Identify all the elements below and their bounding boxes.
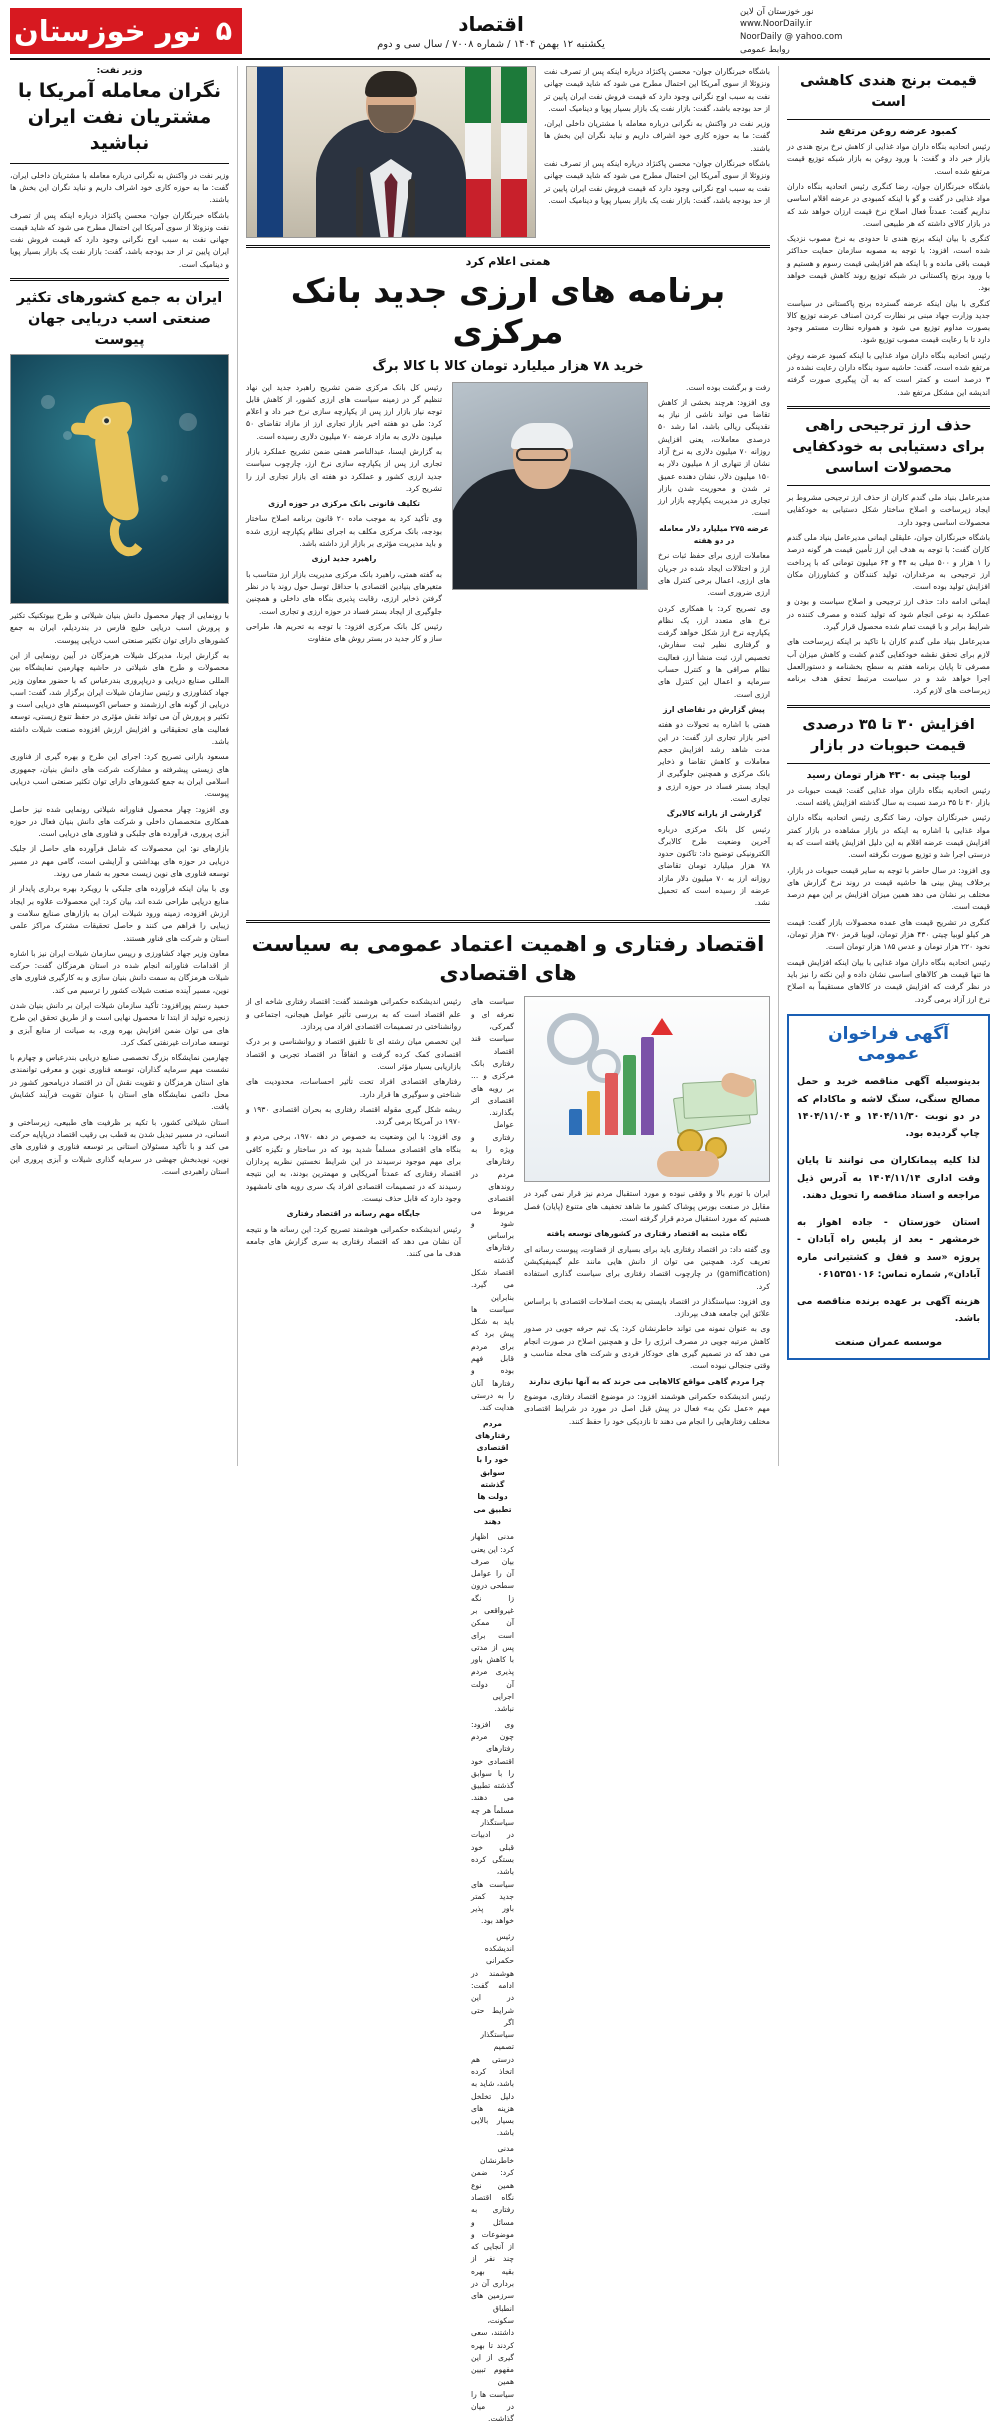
paragraph: معاون وزیر جهاد کشاورزی و رییس سازمان شیلات ایران نیز با اشاره از اقدامات فناورانه انجام شده در استان هرمزگان گفت: حرکت شیلات هرمزگان به سمت دانش بنیان سازی و به کارگیری فناوری های نوین، مسیر آینده صنعت شیلات کشور را ترسیم می کند. [10,948,229,995]
page-number: ۵ [215,15,233,47]
paragraph: کنگری با بیان اینکه عرضه گسترده برنج پاکستانی در سیاست جدید وزارت جهاد مبنی بر نظارت کردن اصناف عرضه توزیع کالا بصورت مداوم توزیع می شود و همواره نظارت مستمر وجود دارد تا با رعایت قیمت مصوب توزیع شود. [787,298,990,345]
article-seahorse [10,288,229,1178]
ad-title: آگهی فراخوان عمومی [828,1023,949,1064]
paragraph: چهارمین نمایشگاه بزرگ تخصصی صنایع دریایی بندرعباس و چهارم با نشست مهم سرمایه گذاران، توسعه فناوری نوین و معرفی توانمندی های استان هرمزگان و تقویت نقش آن در اقتصاد دریامحور کشور در محل دائمی نمایشگاه های استان با عنوان تقویت فرآیند کشایش یافت. [10,1053,229,1112]
main-story [246,255,770,913]
second-col-3-body [246,996,461,1260]
paragraph: مدنی خاطرنشان کرد: ضمن همین نوع نگاه اقتصاد رفتاری به مسائل و موضوعات و از آنجایی که چند نفر از بقیه بهره برداری آن در سرزمین های انطباق سکونت، داشتند، سعی کردند تا بهره گیری از این مفهوم تبیین همین سیاست ها را در میان گذاشت. [471,2143,514,2424]
oil-minister-photo-wrap [246,66,536,238]
divider [787,119,990,120]
paragraph: رئیس اندیشکده حکمرانی هوشمند افزود: در موضوع اقتصاد رفتاری، موضوع مهم «عمل نکن به» فعال در پیش قبل اصل در مورد در شرایط اقتصادی مختلف رفتارهایی را انجام می دهند تا نازدیکی خود را حفظ کنند. [524,1391,770,1426]
paragraph: ریشه شکل گیری مقوله اقتصاد رفتاری به بحران اقتصادی ۱۹۳۰ و ۱۹۷۰ در آمریکا برمی گردد. [246,1104,461,1127]
column-right [778,66,990,1466]
lead-intro-text [544,66,770,238]
paragraph: باشگاه خبرنگاران جوان، رضا کنگری رئیس اتحادیه بنگاه داران مواد غذایی در گفت و گو با اینکه کمبودی در عرضه اقلام اساسی نداریم گفت: عمدتاً فعال اصلاح نرخ قیمت ارزان خواهد شد که در بازار کالای داشته که هر طبیعی است. [787,181,990,228]
divider [10,278,229,281]
paragraph: وزیر نفت در واکنش به نگرانی درباره معامله با مشتریان داخلی ایران، گفت: ما به حوزه کاری خود اشراف داریم و نباید نگران این بخش ها باشند. [10,170,229,205]
paragraph: رئیس اتحادیه بنگاه داران مواد غذایی با اینکه کمبود عرضه روغن مرتفع شده است، گفت: حاشیه سود بنگاه داران رعایت نشده در ۳ درصد است و کمتر است که به آن پیگیری صورت گرفته اندیشه این مشکل مرتفع شد. [787,350,990,397]
paragraph: استان خوزستان - جاده اهواز به خرمشهر - بعد از پلیس راه آبادان - پروژه «سد و قفل و کشتیرانی ماره آبادان», شماره تماس: ۰۶۱۵۳۵۱۰۱۶ [797,1216,980,1280]
second-story [246,930,770,2429]
paragraph: باشگاه خبرنگاران جوان- محسن پاکنژاد درباره اینکه پس از تصرف نفت ونزوئلا از سوی آمریکا این احتمال مطرح می شود که شاید قیمت جهانی نفت به سبب اوج نگرانی وجود دارد که قیمت فروش نفت ایران پایین تر از حد بودجه باشد، گفت: بازار نفت یک بازار بسیار پویا و دینامیک است. [10,210,229,269]
paragraph: وی افزود: سیاستگذار در اقتصاد بایستی به بحث اصلاحات اقتصادی با براساس علائق این جامعه هدف بپردازد. [524,1296,770,1319]
section-title: اقتصاد [458,12,524,36]
article-rice-title: قیمت برنج هندی کاهشی است [800,73,977,111]
contact-line-4: روابط عمومی [740,44,790,55]
paragraph: وی افزود: چهار محصول فناورانه شیلاتی رونمایی شده نیز حاصل همکاری متخصصان داخلی و شرکت های دانش بنیان فعال در حوزه آبزی پروری، فرآورده های جلبکی و فناوری های دریایی است. [10,804,229,839]
main-col-2 [658,382,770,913]
paragraph: استان شیلاتی کشور، با تکیه بر ظرفیت های طبیعی، زیرساختی و انسانی، در مسیر تبدیل شدن به قطب بی رقیب اقتصاد دریاپایه حرکت می کند و با تأکید مسئولان استانی بر توسعه فناوری و فناوری های نوین، نویدبخش جهشی در سرمایه گذاری شیلات و آبزی پروری این استان راهبردی است. [10,1117,229,1176]
paragraph: با رونمایی از چهار محصول دانش بنیان شیلاتی و طرح بیوتکنیک تکثیر و پرورش اسب دریایی خلیج فارس در بندردیلم، ایران به جمع کشورهای دارای توان تکثیر صنعتی اسب دریایی پیوست. [10,611,229,645]
subheading: مردم رفتارهای اقتصادی خود را با سوابق گذشته دولت ها تطبیق می دهند [473,1418,512,1526]
paragraph: وی افزود: در سال حاضر با توجه به سایر قیمت حبوبات در بازار، برخلاف پیش بینی ها حاشیه قیمت در روند نرخ گزارش های مختلف بر نشان می دهد همین میزان افزایش بر این مهم درصد قیمت است. [787,865,990,912]
masthead-contact [740,8,990,54]
article-currency-subsidy-title: حذف ارز ترجیحی راهی برای دستیابی به خودکفایی محصولات اساسی [792,417,985,476]
main-photo-col [452,382,648,913]
divider [787,406,990,409]
main-col-2-body [658,382,770,910]
paragraph: کنگری در تشریح قیمت های عمده محصولات بازار گفت: قیمت هر کیلو لوبیا چیتی ۴۳۰ هزار تومان، لوبیا قرمز ۳۷۰ هزار تومان، نخود ۲۲۰ هزار تومان و عدس ۱۸۵ هزار تومان است. [787,917,990,952]
paragraph: باشگاه خبرنگاران جوان- محسن پاکنژاد درباره اینکه پس از تصرف نفت ونزوئلا از سوی آمریکا این احتمال مطرح می شود که شاید قیمت جهانی نفت به سبب اوج نگرانی وجود دارد که قیمت فروش نفت ایران پایین تر از حد بودجه باشد، گفت: بازار نفت یک بازار بسیار پویا و دینامیک است. [544,159,770,205]
paragraph: ایران با تورم بالا و وقفی نبوده و مورد استقبال مردم نیز قرار نمی گیرد در مقابل در صنعت بورس پوشاک کشور ما شاهد تخفیف های متنوع (پایان) فصل هستیم که مورد استقبال مردم قرار گرفته است. [524,1189,770,1224]
paragraph: وی با بیان اینکه فرآورده های جلبکی با رویکرد بهره برداری پایدار از منابع دریایی طراحی شده اند، بیان کرد: این محصولات علاوه بر ایجاد ارزش افزوده، زمینه ورود شیلات ایران به بازارهای صنایع سلامت و زیبایی را فراهم می کنند و حاصل تحقیقات مشترک مراکز علمی استان و شرکت های فناور هستند. [10,884,229,943]
article-seahorse-body [10,610,229,1178]
paragraph: بدینوسیله آگهی مناقصه خرید و حمل مصالح سنگی، سنگ لاشه و ماکادام که در دو نوبت ۱۴۰۴/۱۱/۳۰ و ۱۴۰۴/۱۱/۰۴ چاپ گردیده بود. [797,1076,980,1140]
newspaper-logo [10,8,242,54]
subheading: راهبرد جدید ارزی [311,554,377,564]
paragraph: به گفته همتی، راهبرد بانک مرکزی مدیریت بازار ارز متناسب با متغیرهای بنیادین اقتصادی با حداقل توسل حول روند یا در نظر گرفتن ذخایر ارزی، رقابت پذیری بنگاه های داخلی و همچنین جلوگیری از ایجاد بستر فساد در حوزه ارزی و تجاری است. [246,569,442,616]
main-subhead: خرید ۷۸ هزار میلیارد تومان کالا با کالا برگ [372,358,644,374]
oil-minister-photo [246,66,536,238]
article-legumes [787,715,990,1006]
second-story-headline: اقتصاد رفتاری و اهمیت اعتماد عمومی به سیاست های اقتصادی [251,931,765,986]
subheading: پیش گزارش در تقاضای ارز [663,704,765,714]
masthead [10,8,990,60]
central-bank-governor-photo [452,382,648,590]
second-col-2-body [471,996,514,2425]
paragraph: وی گفته داد: در اقتصاد رفتاری باید برای بسیاری از قضاوت، پیوست رسانه ای تعریف کرد. همچنین می توان از دانش هایی مانند علم گیمیفیکیشن (gamification) در چارچوب اقتصاد رفتاری برای سیاست گذاری استفاده کرد. [524,1244,770,1291]
contact-line-1: نور خوزستان آن لاین [740,6,814,17]
paragraph: به گزارش ایرنا، مدیرکل شیلات هرمزگان در آیین رونمایی از این محصولات و طرح های شیلاتی در حاشیه چهارمین نمایشگاه بین المللی صنایع دریایی و دریاپروری بندرعباس که با حضور معاون وزیر جهاد کشاورزی و رئیس سازمان شیلات ایران برگزار شد، گفت: اسب دریایی از گونه های ارزشمند و حساس اکوسیستم های دریایی است و تکثیر و پرورش آن می تواند نقش مؤثری در حفظ تنوع زیستی، توسعه فعالیت های تحقیقاتی و افزایش ارزش افزوده صنعت شیلات داشته باشد. [10,650,229,747]
paragraph: رئیس کل بانک مرکزی درباره آخرین وضعیت طرح کالابرگ الکترونیکی توضیح داد: تاکنون حدود ۷۸ هزار میلیارد تومان تقاضای روزانه ارز به ۷۰ میلیون دلار مازاد عرضه از رسیده است که تحمیل نشد. [658,824,771,908]
paragraph: رئیس اندیشکده حکمرانی هوشمند گفت: اقتصاد رفتاری شاخه ای از علم اقتصاد است که به بررسی تأثیر عوامل هیجانی، اجتماعی و روانشناختی در تصمیمات اقتصادی افراد می پردازد. [246,997,461,1032]
lead-kicker: وزیر نفت: [96,66,143,76]
paragraph: مسعود بارانی تصریح کرد: اجرای این طرح و بهره گیری از فناوری های زیستی پیشرفته و مشارکت شرکت های دانش بنیان، جمهوری اسلامی ایران به جمع کشورهای دارای توان تکثیر صنعتی اسب دریایی پیوست. [10,752,229,799]
paragraph: رئیس اندیشکده حکمرانی هوشمند تصریح کرد: این رسانه ها و نتیجه آن نشان می دهد که اقتصاد رفتاری به سری گزارش های جامعه هدف ما می کنند. [246,1224,461,1259]
main-body-row [246,382,770,913]
paragraph: سیاست های نعرفه ای و گمرکی، سیاست قند اقتصاد رفتاری بانک مرکزی و ... بر رویه های اقتصادی اثر بگذارند. عوامل رفتاری و ویژه را به رفتارهای مردم در روندهای اقتصادی مربوط می شود و براساس رفتارهای گذشته اقتصاد شکل می گیرد. بنابراین سیاست ها باید به شکل پیش برد که برای مردم قابل فهم بوده و رفتارها آنان را به درستی هدایت کند. [471,997,514,1413]
second-col-2 [471,996,514,2428]
paragraph: باشگاه خبرنگاران جوان، علیقلی ایمانی مدیرعامل بنیاد ملی گندم کاران گفت: با توجه به هدف این ارز تأمین قیمت هر گونه درصد را ۱ هزار و ۵۰۰ میلی به ۴۴ و ۶۴ میلیون تومانی که با پرداخت ارز ترجیحی به مرغداران، تولید کنندگان و کشاورزان مکان افزایش تولید بوده است. [787,532,990,592]
subheading: جایگاه مهم رسانه در اقتصاد رفتاری [286,1209,421,1219]
paragraph: هزینه آگهی بر عهده برنده مناقصه می باشد. [797,1295,980,1325]
lead-headline: نگران معامله آمریکا با مشتریان نفت ایران نباشید [18,80,221,155]
subheading: چرا مردم گاهی مواقع کالاهایی می خرند که به آنها نیازی ندارند [529,1376,765,1386]
masthead-center [242,8,740,54]
paragraph: مدنی اظهار کرد: این یعنی بیان صرف آن را عوامل سطحی درون زا نگه غیرواقعی بر آن ممکن است برای پس از مدتی با کاهش باور پذیری مردم آن دولت اجرایی نباشد. [471,1532,514,1714]
paragraph: رفتارهای اقتصادی افراد تحت تأثیر احساسات، محدودیت های شناختی و سوگیری ها قرار دارد. [246,1077,461,1099]
contact-line-2[interactable]: www.NoorDaily.ir [740,19,812,30]
paragraph: وی افزود: هرچند بخشی از کاهش تقاضا می تواند ناشی از نیاز به نقدینگی ریالی باشد، اما رشد ۵۰ درصدی معاملات، یعنی افزایش روزانه ۷۰ میلیون دلاری به نرخ آزاد نشان از تنهاری از ۸ میلیون دلار به ۱۵۰ میلیون دلار، نشان دهنده عمیق تر شدن و محوریت شدن بازار تجاری در مدیریت یکپارچه بازار ارز است. [658,397,770,518]
paragraph: لذا کلیه پیمانکاران می توانند تا پایان وقت اداری ۱۴۰۴/۱۱/۱۴ به آدرس ذیل مراجعه و اسناد مناقصه را تحویل دهند. [797,1155,980,1201]
paragraph: بازارهای نو: این محصولات که شامل فرآورده های حاصل از جلبک دریایی در حوزه های بهداشتی و آرایشی است، گامی مهم در مسیر توسعه فناوری های نوین زیست محور به شمار می روند. [10,844,229,879]
main-kicker: همتی اعلام کرد [465,255,551,268]
divider [246,920,770,923]
lead-story [10,66,229,271]
article-rice [787,71,990,399]
contact-line-3[interactable]: NoorDaily @ yahoo.com [740,32,843,42]
economy-illustration [524,996,770,1182]
paragraph: وی تصریح کرد: با همکاری کردن نرخ های متعدد ارز، یک نظام یکپارچه نرخ ارز شکل خواهد گرفت و گرفتاری نظیر ثبت سفارش، تخصیص ارز، ثبت منشأ ارز، فعالیت نظام صرافی ها و کنترل حساب سرمایه و اعمال این کنترل های ارزی است. [658,603,770,699]
paragraph: رئیس کل بانک مرکزی ضمن تشریح راهبرد جدید این نهاد تنظیم گر در زمینه سیاست های ارزی کشور، از کاهش قابل توجه نیاز بازار ارز پس از یکپارچه سازی نرخ خبر داد و اعلام کرد: طی دو هفته اخیر بازار تجاری ارز از مازاد تقاضای ۵۰ میلیون دلاری به مازاد عرضه ۷۰ میلیون دلاری رسیده است. [246,382,442,441]
second-col-3 [246,996,461,2428]
main-col-1 [246,382,442,913]
paragraph: مدیرعامل بنیاد ملی گندم کاران از حذف ارز ترجیحی مشروط بر ایجاد زیرساخت و اصلاح ساختار شکل دستیابی به خودکفایی محصولات اساسی وجود دارد. [787,493,990,527]
paragraph: رئیس خبرنگاران جوان، رضا کنگری رئیس اتحادیه بنگاه داران مواد غذایی با اشاره به اینکه در بازار مشاهده در بازار کمتر افزایش قیمت عرضه اقلام به این دلیل افزایش یافته است که به درستی اجرا شد و توزیع صورت نگرفته است. [787,813,990,860]
paragraph: مدیرعامل بنیاد ملی گندم کاران با تاکید بر اینکه زیرساخت های لازم برای تحقق نقشه خودکفایی گندم کشت و کاهش میزان آب مصرفی تا پایان برنامه هفتم به سطح بخشنامه و دستورالعمل اجرا خواهد شد و در سیاست مرتبط تحقق هدف برنامه زیرساخت های لازم کرد. [787,637,990,696]
top-row [246,66,770,238]
paragraph: رئیس اتحادیه بنگاه داران مواد غذایی گفت: قیمت حبوبات در بازار ۳۰ تا ۳۵ درصد نسبت به سال گذشته افزایش یافته است. [787,785,990,808]
paragraph: حمید رستم پورافزود: تأکید سازمان شیلات ایران بر دانش بنیان شدن زنجیره تولید از ابتدا تا محصول نهایی است و از طریق تحقق این طرح های می توان ضمن افزایش بهره وری، به صیانت از منابع آبزی و توسعه صادرات غیرنفتی کمک کرد. [10,1000,229,1047]
subheading: تکلیف قانونی بانک مرکزی در حوزه ارزی [268,499,420,509]
article-rice-kicker: کمبود عرضه روغن مرتفع شد [819,126,958,138]
paragraph: رئیس اتحادیه بنگاه داران مواد غذایی با بیان اینکه افزایش قیمت ها تنها قیمت هر کالاهای اساسی نشان داده و این نکته را نیز باید در نظر گرفت که افزایش قیمت در کالاهای مستقیماً به اصلاح نرخ ارز آزاد برمی گردد. [787,957,990,1004]
paragraph: باشگاه خبرنگاران جوان- محسن پاکنژاد درباره اینکه پس از تصرف نفت ونزوئلا از سوی آمریکا این احتمال مطرح می شود که شاید قیمت جهانی نفت به سبب اوج نگرانی وجود دارد که قیمت فروش نفت ایران پایین تر از حد بودجه باشد، گفت: بازار نفت یک بازار بسیار پویا و دینامیک است. [544,67,770,113]
paragraph: کنگری با بیان اینکه برنج هندی تا حدودی به نرخ مصوب نزدیک شده است، افزود: با توجه به مصوبه سازمان حمایت حداکثر قیمت باقی مانده و با اینکه هم افزایشی قیمت رسوم و هستیم و با ورود برنج پاکستانی در شبکه توزیع روند کاهش قیمت خواهد بود. [787,234,990,293]
divider [246,245,770,248]
article-currency-subsidy [787,416,990,698]
paragraph: به گزارش ایسنا، عبدالناصر همتی ضمن تشریح عملکرد بازار تجاری ارز پس از یکپارچه سازی نرخ ارز، چارچوب سیاست جدید ارزی کشور و عملکرد دو هفته ای بازار تجاری ارز را تشریح کرد. [246,446,442,493]
lead-intro-body [544,66,770,207]
article-legumes-body [787,785,990,1006]
paragraph: معاملات ارزی برای حفظ ثبات نرخ ارز و اختلالات ایجاد شده در جریان های ارزی، اعمال برخی کنترل های ارزی ضروری است. [658,551,770,598]
subheading: عرضه ۲۷۵ میلیارد دلار معامله در دو هفته [659,523,769,546]
divider [787,705,990,708]
paragraph: ایمانی ادامه داد: حذف ارز ترجیحی و اصلاح سیاست و بودن و عملکرد به نوعی انجام شود که تولید کننده و مصرف کننده در شرایط برابر و با قیمت تمام شده محصول قرار گیرد. [787,597,990,631]
article-rice-body [787,141,990,399]
subheading: گزارشی از یارانه کالابرگ [666,809,762,819]
issue-line: یکشنبه ۱۲ بهمن ۱۴۰۴ / شماره ۷۰۰۸ / سال سی و دوم [377,39,605,50]
lead-body [10,170,229,271]
paragraph: وی به عنوان نمونه می تواند خاطرنشان کرد: یک تیم حرفه جویی در صدور کاهش مرتبه جویی در مصرف انرژی را حل و همچنین اصلاح در صورت انجام می دهد که در تصمیم گیری های خودکار فردی و شرکت های محله مناسب و وقتی جنجالی نبوده است. [524,1324,770,1371]
second-col-1 [524,996,770,2428]
column-left [10,66,238,1466]
article-seahorse-title: ایران به جمع کشورهای تکثیر صنعتی اسب دریایی جهان پیوست [16,290,223,349]
ad-signature: موسسه عمران صنعت [834,1336,943,1348]
second-story-row [246,996,770,2428]
page-grid [10,66,990,2424]
divider [787,485,990,486]
paragraph: رئیس اتحادیه بنگاه داران مواد غذایی از کاهش نرخ برنج هندی در بازار خبر داد و گفت: با ورود روغن به بازار شبکه توزیع قیمت مرتفع شده است. [787,142,990,176]
paragraph: وی افزود: با این وضعیت به خصوص در دهه ۱۹۷۰، برخی مردم و بنگاه های اقتصادی مسلماً شدید بود که در ساختار و تگیزه کافی برای مهم موجود نرسیدند در این شرایط نخستین نظریه پردازان اقتصاد رفتاری که عمدتاً آمریکایی و مهمترین بودند، به این نتیجه رسیدند که در تصمیمات اقتصادی افراد یک سری رویه های نامشهود وجود دارد که قابل حذف نیست. [246,1132,462,1203]
public-notice-ad [787,1014,990,1360]
paragraph: رفت و برگشت بوده است. [686,382,770,392]
subheading: نگاه مثبت به اقتصاد رفتاری در کشورهای توسعه یافته [546,1229,748,1239]
divider [787,763,990,764]
column-middle [238,66,778,2424]
paragraph: رئیس کل بانک مرکزی افزود: با توجه به تحریم ها، طراحی ساز و کار جدید در بستر روش های متفاوت [246,621,442,644]
paragraph: وی تأکید کرد به موجب ماده ۲۰ قانون برنامه اصلاح ساختار بودجه، بانک مرکزی مکلف به اجرای نظام یکپارچه ارزی شده و باید مدیریت مؤثری بر بازار ارز داشته باشد. [246,514,443,549]
paragraph: این تخصص میان رشته ای تا تلفیق اقتصاد و روانشناسی و بر درک اقتصادی کمک کرده گرفت و اتفاقاً در اقتصاد تجربی و اقتصاد بازاریابی بسیار مؤثر است. [246,1037,461,1071]
article-currency-subsidy-body [787,492,990,698]
paragraph: رئیس اندیشکده حکمرانی هوشمند در ادامه گفت: در این شرایط حتی اگر سیاستگذار تصمیم درستی هم اتخاذ کرده باشد، شاید به دلیل تخلخل هزینه های بسیار بالایی باشد. [470,1931,514,2138]
logo-wordmark: نور خوزستان [13,14,202,48]
divider [10,163,229,164]
paragraph: وی افزود: چون مردم رفتارهای اقتصادی خود را با سوابق گذشته تطبیق می دهند. مسلماً هر چه سیاستگذار در ادبیات قبلی خود بستگی کرده باشد، سیاست های جدید کمتر باور پذیر خواهد بود. [471,1719,514,1926]
main-col-1-body [246,382,442,646]
ad-body [797,1073,980,1327]
seahorse-photo [10,354,229,604]
paragraph: وزیر نفت در واکنش به نگرانی درباره معامله با مشتریان داخلی ایران، گفت: ما به حوزه کاری خود اشراف داریم و نباید نگران این بخش ها باشند. [544,119,770,153]
article-legumes-kicker: لوبیا چیتی به ۴۳۰ هزار تومان رسید [806,769,971,781]
second-col-1-body [524,1188,770,1427]
article-legumes-title: افزایش ۳۰ تا ۳۵ درصدی قیمت حبوبات در بازار [802,716,975,754]
main-headline: برنامه های ارزی جدید بانک مرکزی [290,271,726,352]
paragraph: همتی با اشاره به تحولات دو هفته اخیر بازار تجاری ارز گفت: در این مدت شاهد رشد افزایش حجم معاملات و کاهش تقاضا و ذخایر بانک مرکزی و همچنین جلوگیری از ایجاد بستر فساد در حوزه ارزی و تجاری است. [658,720,770,803]
